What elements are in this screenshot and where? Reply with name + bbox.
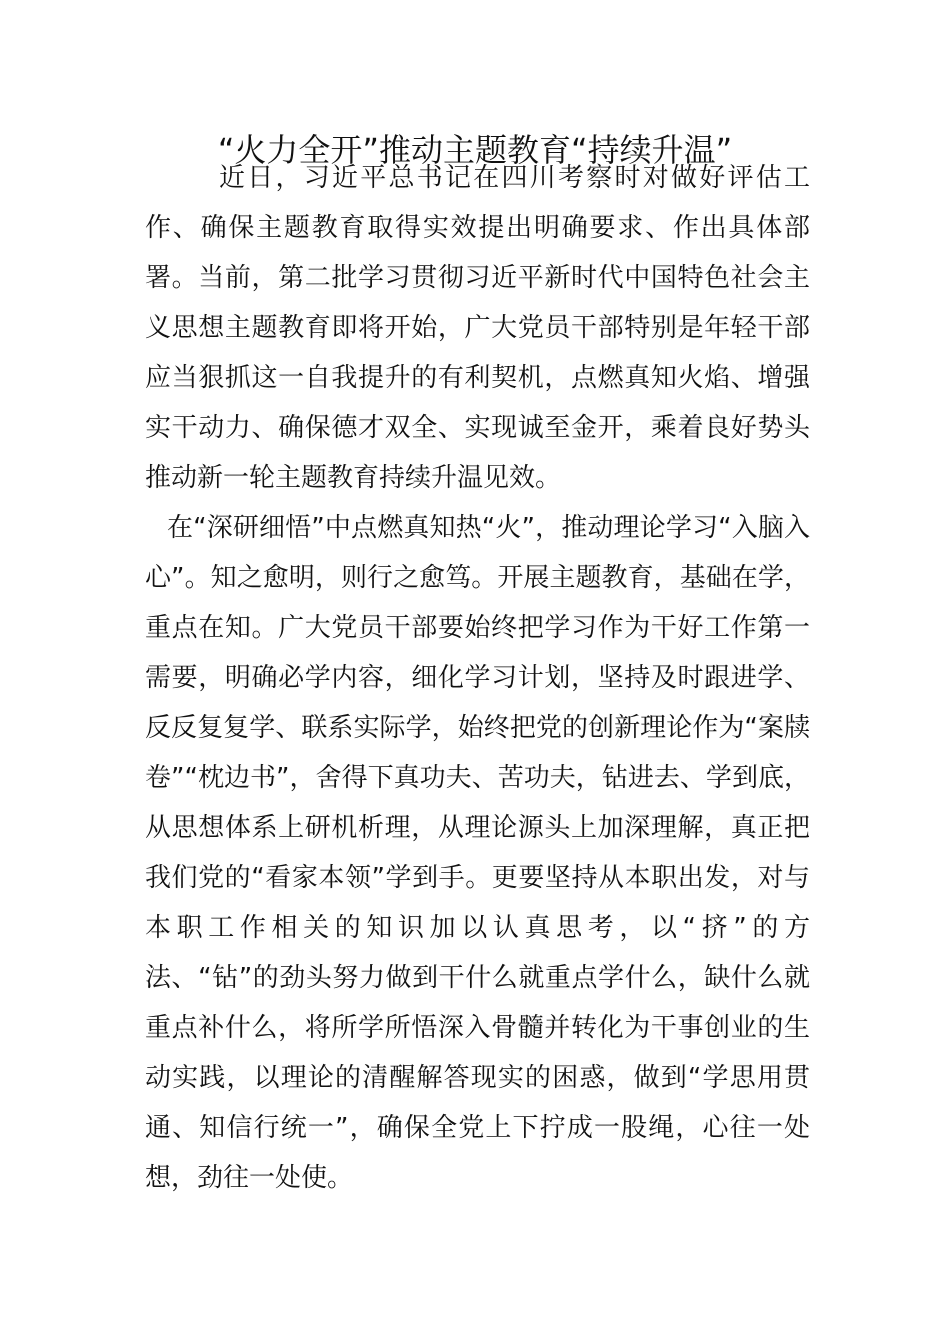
document-body [145,153,810,1203]
document-title: “火力全开”推动主题教育“持续升温” [217,131,733,169]
paragraph-section-one: 在“深研细悟”中点燃真知热“火”，推动理论学习“入脑入心”。知之愈明，则行之愈笃。开展主题教育，基础在学，重点在知。广大党员干部要始终把学习作为干好工作第一需要，明确必学内容，细化学习计划，坚持及时跟进学、反反复复学、联系实际学，始终把党的创新理论作为“案牍卷”“枕边书”，舍得下真功夫、苦功夫，钻进去、学到底，从思想体系上研机析理，从理论源头上加深理解，真正把我们党的“看家本领”学到手。更要坚持从本职出发，对与本职工作相关的知识加以认真思考，以“挤”的方法、“钻”的劲头努力做到干什么就重点学什么，缺什么就重点补什么，将所学所悟深入骨髓并转化为干事创业的生动实践，以理论的清醒解答现实的困惑，做到“学思用贯通、知信行统一”，确保全党上下拧成一股绳，心往一处想，劲往一处使。 [145,513,810,1193]
paragraph-intro: 近日，习近平总书记在四川考察时对做好评估工作、确保主题教育取得实效提出明确要求、作出具体部署。当前，第二批学习贯彻习近平新时代中国特色社会主义思想主题教育即将开始，广大党员干部特别是年轻干部应当狠抓这一自我提升的有利契机，点燃真知火焰、增强实干动力、确保德才双全、实现诚至金开，乘着良好势头推动新一轮主题教育持续升温见效。 [145,163,810,493]
